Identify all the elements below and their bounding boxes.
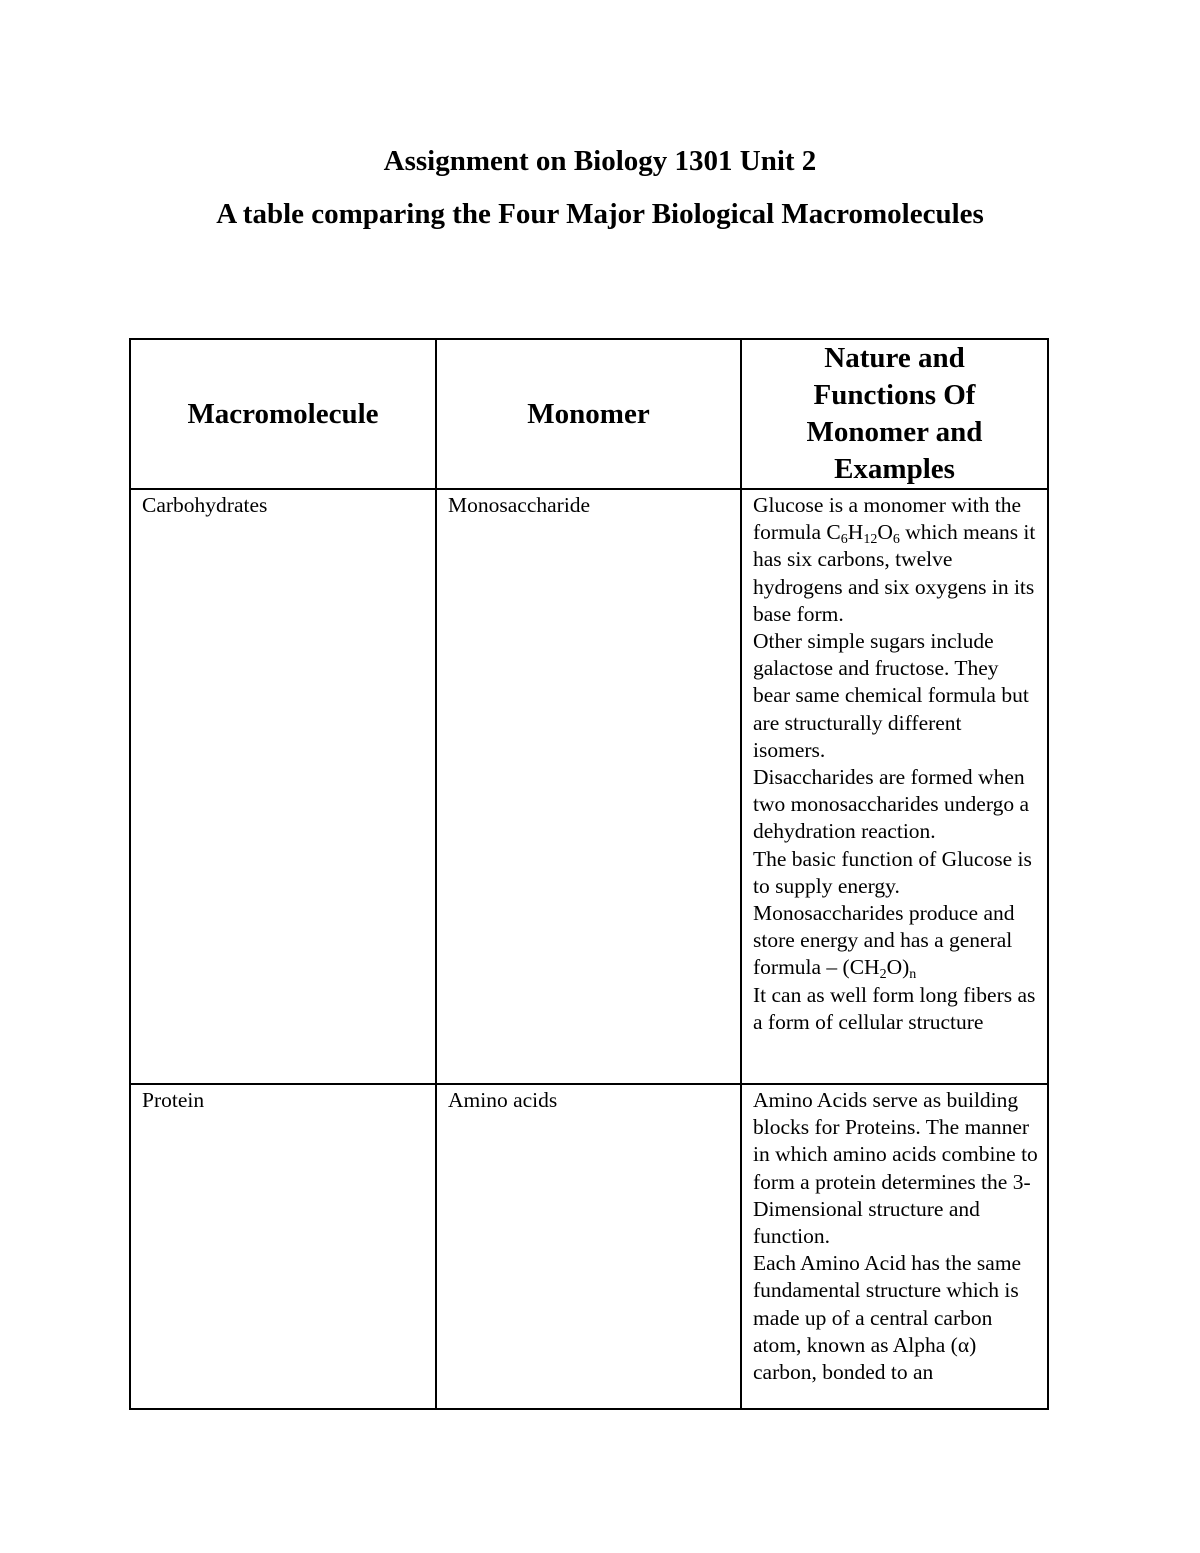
cell-nature-functions: [741, 1084, 1048, 1409]
glucose-function-paragraph: The basic function of Glucose is to supply energy.: [753, 846, 1032, 898]
glucose-formula-paragraph: Glucose is a monomer with the formula $C_6H_{12}O_6$ which means it has six carbons, twelve hydrogens and six oxygens in its base form.: [753, 493, 1036, 626]
header-monomer: Monomer: [436, 339, 741, 489]
header-macromolecule: Macromolecule: [130, 339, 436, 489]
table-row: [130, 489, 1048, 1084]
fibers-paragraph: It can as well form long fibers as a form of cellular structure: [753, 982, 1036, 1034]
amino-acids-building-blocks-paragraph: Amino Acids serve as building blocks for Proteins. The manner in which amino acids combine to form a protein determines the 3-Dimensional structure and function.: [753, 1088, 1038, 1249]
disaccharides-paragraph: Disaccharides are formed when two monosaccharides undergo a dehydration reaction.: [753, 765, 1030, 844]
cell-nature-functions: [741, 489, 1048, 1084]
cell-monomer: Amino acids: [436, 1084, 741, 1409]
table-row: [130, 1084, 1048, 1409]
document-title: Assignment on Biology 1301 Unit 2: [383, 145, 817, 177]
macromolecule-table: [129, 338, 1049, 1410]
cell-macromolecule: Protein: [130, 1084, 436, 1409]
simple-sugars-paragraph: Other simple sugars include galactose and fructose. They bear same chemical formula but are structurally different isomers.: [753, 629, 1029, 762]
general-formula-paragraph: Monosaccharides produce and store energy and has a general formula – $(CH_2O)_n$: [753, 901, 1015, 983]
amino-acid-structure-paragraph: Each Amino Acid has the same fundamental structure which is made up of a central carbon atom, known as Alpha (α) carbon, bonded to an: [753, 1251, 1022, 1385]
table-header-row: [130, 339, 1048, 489]
cell-macromolecule: Carbohydrates: [130, 489, 436, 1084]
header-nature-functions: Nature and Functions Of Monomer and Examples: [741, 339, 1048, 489]
cell-monomer: Monosaccharide: [436, 489, 741, 1084]
document-subtitle: A table comparing the Four Major Biological Macromolecules: [216, 198, 984, 230]
